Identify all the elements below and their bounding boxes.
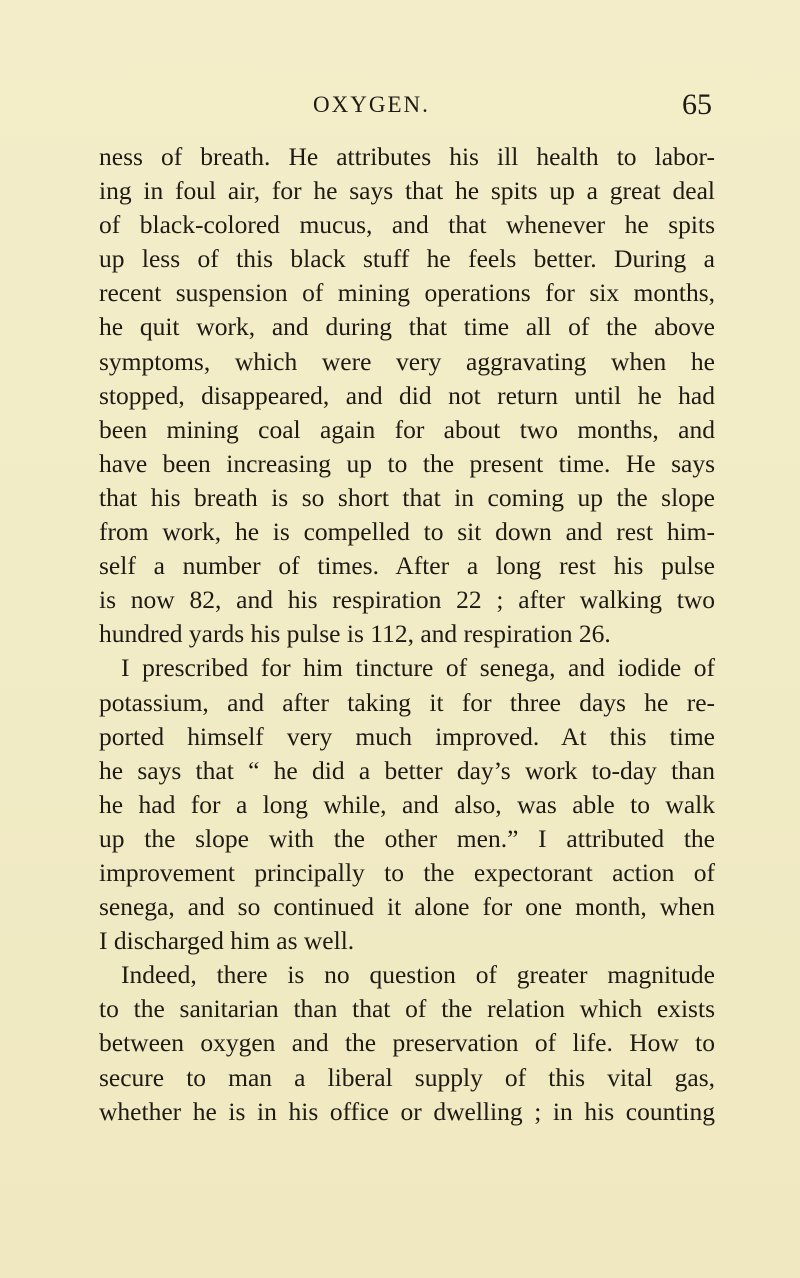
text-line: Indeed, there is no question of greater magnitude: [121, 960, 715, 990]
running-title: OXYGEN.: [313, 92, 430, 117]
text-line: stopped, disappeared, and did not return until he had: [99, 380, 715, 410]
text-line: he had for a long while, and also, was able to walk: [99, 789, 715, 819]
text-line: of black-colored mucus, and that whenever he spits: [99, 210, 715, 240]
text-line: ness of breath. He attributes his ill health to labor-: [99, 142, 715, 171]
text-line: from work, he is compelled to sit down and rest him-: [99, 517, 715, 547]
text-line: he says that “ he did a better day’s work to-day than: [99, 755, 715, 785]
text-line: have been increasing up to the present time. He says: [99, 448, 715, 478]
text-line: recent suspension of mining operations for six months,: [99, 278, 715, 308]
text-line: secure to man a liberal supply of this vital gas,: [99, 1062, 715, 1092]
text-line: up the slope with the other men.” I attributed the: [99, 823, 715, 853]
page-header: [0, 88, 800, 128]
text-line: whether he is in his office or dwelling ; in his counting: [99, 1096, 715, 1126]
text-line: potassium, and after taking it for three days he re-: [99, 687, 715, 717]
text-line: ing in foul air, for he says that he spits up a great deal: [99, 176, 715, 206]
text-line: up less of this black stuff he feels better. During a: [99, 244, 715, 274]
text-line: hundred yards his pulse is 112, and respiration 26.: [99, 619, 611, 649]
text-line: senega, and so continued it alone for one month, when: [99, 892, 715, 922]
text-line: I prescribed for him tincture of senega, and iodide of: [121, 653, 715, 683]
text-line: he quit work, and during that time all of the above: [99, 312, 715, 342]
text-line: is now 82, and his respiration 22 ; after walking two: [99, 585, 715, 615]
text-line: that his breath is so short that in coming up the slope: [99, 482, 715, 512]
text-line: ported himself very much improved. At this time: [99, 721, 715, 751]
body-text: [99, 140, 715, 1129]
text-line: I discharged him as well.: [99, 926, 355, 956]
text-line: been mining coal again for about two months, and: [99, 414, 715, 444]
text-line: improvement principally to the expectorant action of: [99, 857, 715, 887]
page-number: 65: [682, 88, 712, 121]
text-line: symptoms, which were very aggravating when he: [99, 346, 715, 376]
text-line: self a number of times. After a long rest his pulse: [99, 551, 715, 581]
text-line: between oxygen and the preservation of life. How to: [99, 1028, 715, 1058]
text-line: to the sanitarian than that of the relation which exists: [99, 994, 715, 1024]
